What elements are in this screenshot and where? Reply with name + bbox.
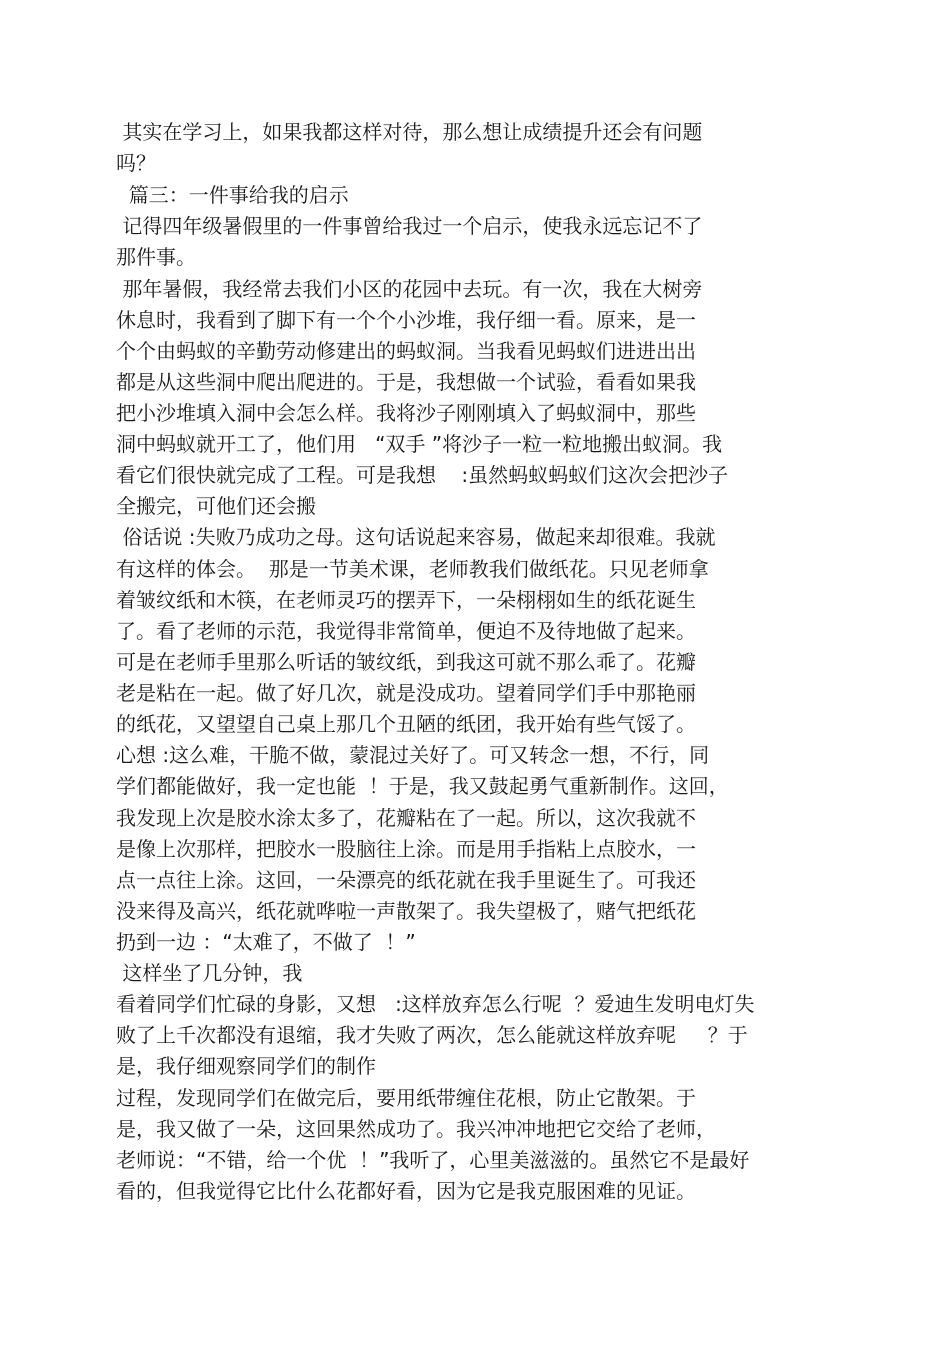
text-line: 俗话说 :失败乃成功之母。这句话说起来容易，做起来却很难。我就	[116, 525, 716, 549]
text-line: 吗？	[116, 151, 156, 175]
text-line: 有这样的体会。 那是一节美术课，老师教我们做纸花。只见老师拿	[116, 557, 709, 581]
text-line: 看它们很快就完成了工程。可是我想 :虽然蚂蚁蚂蚁们这次会把沙子	[116, 463, 729, 487]
text-line: 过程，发现同学们在做完后，要用纸带缠住花根，防止它散架。于	[116, 1086, 696, 1110]
text-line: 看着同学们忙碌的身影，又想 :这样放弃怎么行呢 ？爱迪生发明电灯失	[116, 992, 755, 1016]
text-line: 把小沙堆填入洞中会怎么样。我将沙子刚刚填入了蚂蚁洞中，那些	[116, 401, 696, 425]
text-line: 扔到一边 ：“太难了，不做了 ！”	[116, 930, 416, 954]
text-line: 个个由蚂蚁的辛勤劳动修建出的蚂蚁洞。当我看见蚂蚁们进进出出	[116, 339, 696, 363]
text-line: 是，我又做了一朵，这回果然成功了。我兴冲冲地把它交给了老师，	[116, 1117, 716, 1141]
text-line: 可是在老师手里那么听话的皱纹纸，到我这可就不那么乖了。花瓣	[116, 650, 696, 674]
text-line: 休息时，我看到了脚下有一个个小沙堆，我仔细一看。原来，是一	[116, 308, 696, 332]
text-line: 洞中蚂蚁就开工了，他们用 “双手 ”将沙子一粒一粒地搬出蚁洞。我	[116, 432, 723, 456]
text-line: 老是粘在一起。做了好几次，就是没成功。望着同学们手中那艳丽	[116, 681, 696, 705]
text-line: 心想 :这么难，干脆不做，蒙混过关好了。可又转念一想，不行，同	[116, 743, 710, 767]
text-line: 了。看了老师的示范，我觉得非常简单，便迫不及待地做了起来。	[116, 619, 696, 643]
text-line: 其实在学习上，如果我都这样对待，那么想让成绩提升还会有问题	[116, 120, 703, 144]
text-line: 看的，但我觉得它比什么花都好看，因为它是我克服困难的见证。	[116, 1179, 696, 1203]
text-line: 的纸花，又望望自己桌上那几个丑陋的纸团，我开始有些气馁了。	[116, 712, 696, 736]
text-line: 老师说：“不错，给一个优 ！”我听了，心里美滋滋的。虽然它不是最好	[116, 1148, 750, 1172]
text-line: 点一点往上涂。这回，一朵漂亮的纸花就在我手里诞生了。可我还	[116, 868, 696, 892]
text-line: 都是从这些洞中爬出爬进的。于是，我想做一个试验，看看如果我	[116, 370, 696, 394]
text-line: 着皱纹纸和木筷，在老师灵巧的摆弄下，一朵栩栩如生的纸花诞生	[116, 588, 696, 612]
text-line: 败了上千次都没有退缩，我才失败了两次，怎么能就这样放弃呢 ？于	[116, 1023, 748, 1047]
text-line: 是，我仔细观察同学们的制作	[116, 1054, 376, 1078]
text-line: 学们都能做好，我一定也能 ！于是，我又鼓起勇气重新制作。这回，	[116, 774, 729, 798]
text-line: 是像上次那样，把胶水一股脑往上涂。而是用手指粘上点胶水，一	[116, 837, 696, 861]
text-line: 这样坐了几分钟，我	[116, 961, 303, 985]
text-line: 那件事。	[116, 245, 196, 269]
text-line: 没来得及高兴，纸花就哗啦一声散架了。我失望极了，赌气把纸花	[116, 899, 696, 923]
section-heading: 篇三：一件事给我的启示	[116, 183, 349, 207]
text-line: 全搬完，可他们还会搬	[116, 494, 316, 518]
text-line: 我发现上次是胶水涂太多了，花瓣粘在了一起。所以，这次我就不	[116, 806, 696, 830]
text-line: 记得四年级暑假里的一件事曾给我过一个启示，使我永远忘记不了	[116, 214, 703, 238]
text-line: 那年暑假，我经常去我们小区的花园中去玩。有一次，我在大树旁	[116, 277, 703, 301]
